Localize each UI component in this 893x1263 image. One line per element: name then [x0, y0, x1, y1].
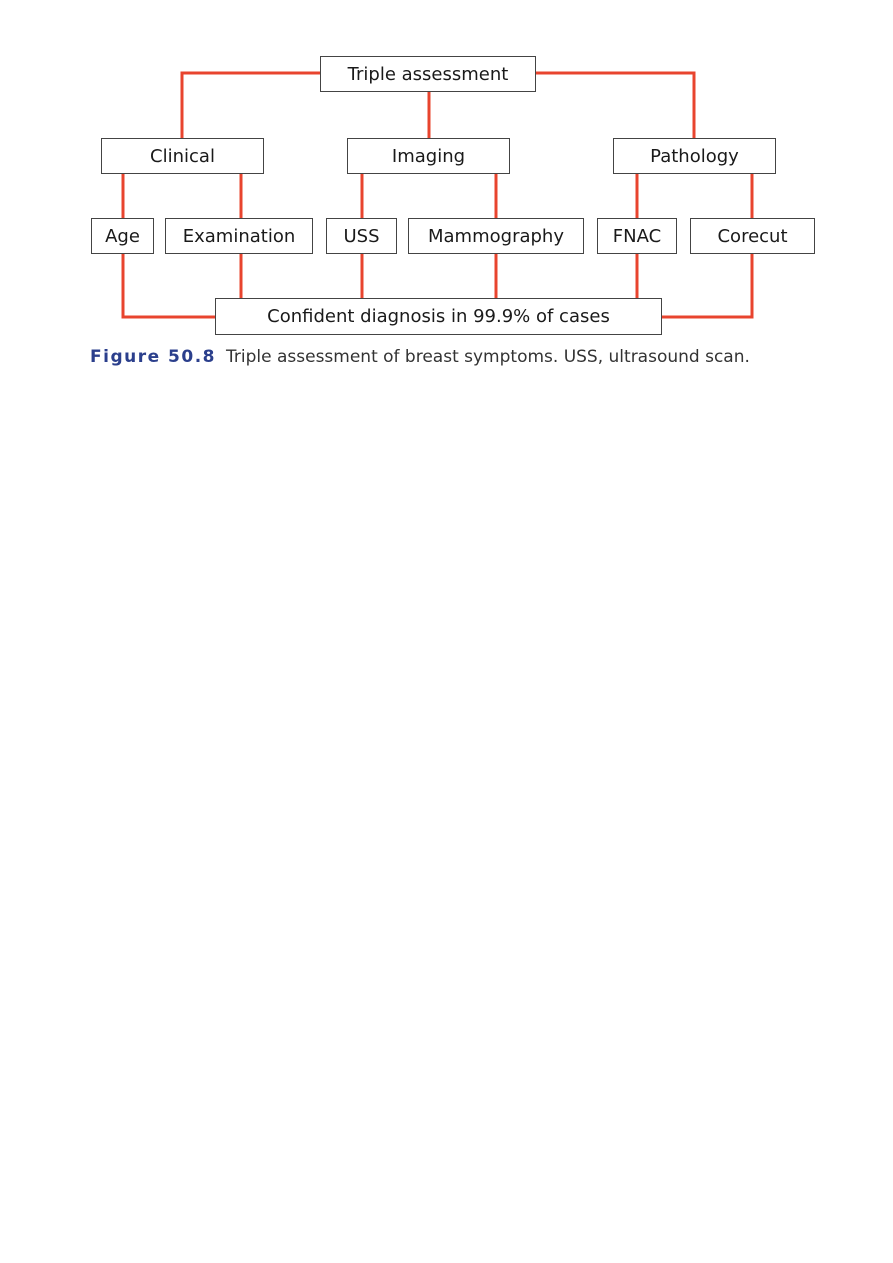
caption-text: Triple assessment of breast symptoms. USS, ultrasound scan. [226, 347, 750, 367]
figure-caption [90, 344, 816, 370]
node-uss: USS [326, 218, 397, 254]
node-fnac: FNAC [597, 218, 677, 254]
node-imaging: Imaging [347, 138, 510, 174]
node-clinical: Clinical [101, 138, 264, 174]
node-age: Age [91, 218, 154, 254]
node-mammography: Mammography [408, 218, 584, 254]
node-confident-diagnosis: Confident diagnosis in 99.9% of cases [215, 298, 662, 335]
node-examination: Examination [165, 218, 313, 254]
connector-age-outcome [123, 254, 215, 317]
node-triple-assessment: Triple assessment [320, 56, 536, 92]
connector-corecut-outcome [662, 254, 752, 317]
connector-root-clinical [182, 73, 320, 138]
node-corecut: Corecut [690, 218, 815, 254]
connector-root-pathology [536, 73, 694, 138]
node-pathology: Pathology [613, 138, 776, 174]
figure-label: Figure 50.8 [90, 347, 216, 367]
